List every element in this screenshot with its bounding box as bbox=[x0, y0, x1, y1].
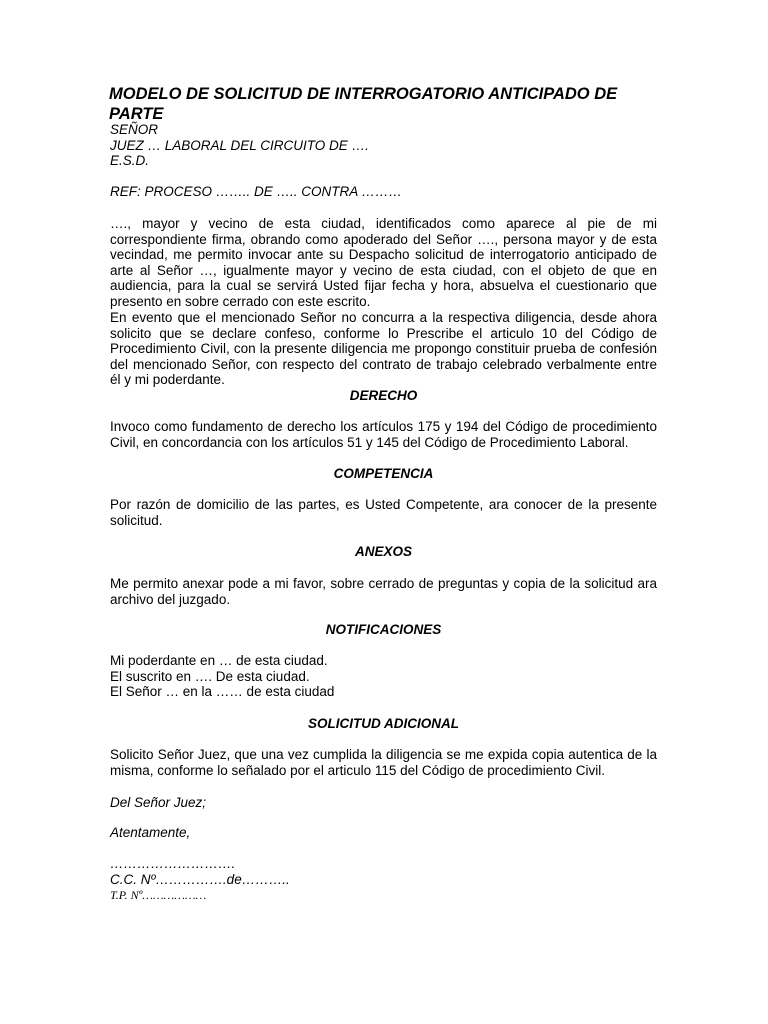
competencia-paragraph: Por razón de domicilio de las partes, es Usted Competente, ara conocer de la presente solicitud. bbox=[110, 497, 657, 528]
notificacion-item: El Señor … en la …… de esta ciudad bbox=[110, 684, 335, 700]
competencia-heading: COMPETENCIA bbox=[333, 466, 434, 481]
sign-off: Atentamente, bbox=[110, 825, 191, 840]
addressee-line: E.S.D. bbox=[110, 153, 150, 169]
cc-line: C.C. Nº…………….de……….. bbox=[110, 872, 290, 887]
notificacion-item: Mi poderdante en … de esta ciudad. bbox=[110, 653, 328, 668]
solicitud-adicional-paragraph: Solicito Señor Juez, que una vez cumplida la diligencia se me expida copia autentica de la misma, conforme lo señalado por el articulo 115 del Código de procedimiento Civil. bbox=[110, 747, 657, 778]
anexos-paragraph: Me permito anexar pode a mi favor, sobre cerrado de preguntas y copia de la solicitud ara archivo del juzgado. bbox=[110, 576, 657, 607]
addressee-block bbox=[110, 122, 657, 169]
notificacion-item: El suscrito en …. De esta ciudad. bbox=[110, 668, 310, 684]
solicitud-adicional-heading: SOLICITUD ADICIONAL bbox=[308, 716, 459, 731]
derecho-paragraph: Invoco como fundamento de derecho los artículos 175 y 194 del Código de procedimiento Civil, en concordancia con los artículos 51 y 145 del Código de Procedimiento Laboral. bbox=[110, 419, 657, 450]
notificaciones-heading: NOTIFICACIONES bbox=[325, 622, 442, 637]
evento-paragraph: En evento que el mencionado Señor no concurra a la respectiva diligencia, desde ahora solicito que se declare confeso, conforme lo Prescribe el articulo 10 del Código de Procedimiento Civil, con la presente diligencia me propongo constituir prueba de confesión del mencionado Señor, con respecto del contrato de trabajo celebrado verbalmente entre él y mi poderdante. bbox=[110, 310, 657, 388]
notificaciones-list bbox=[110, 653, 657, 700]
derecho-heading: DERECHO bbox=[349, 388, 418, 403]
document-title: MODELO DE SOLICITUD DE INTERROGATORIO ANTICIPADO DE PARTE bbox=[109, 85, 618, 123]
tp-line: T.P. Nº……………… bbox=[110, 888, 207, 902]
anexos-heading: ANEXOS bbox=[354, 544, 412, 559]
reference-line: REF: PROCESO …….. DE ….. CONTRA ……… bbox=[110, 184, 403, 199]
addressee-line: JUEZ … LABORAL DEL CIRCUITO DE …. bbox=[110, 137, 369, 153]
signature-line: ………………………. bbox=[110, 856, 236, 871]
salutation: Del Señor Juez; bbox=[110, 795, 207, 810]
intro-paragraph: …., mayor y vecino de esta ciudad, identificados como aparece al pie de mi correspondiente firma, obrando como apoderado del Señor …., persona mayor y de esta vecindad, me permito invocar ante su Despacho solicitud de interrogatorio anticipado de arte al Señor …, igualmente mayor y vecino de esta ciudad, con el objeto de que en audiencia, para la cual se servirá Usted fijar fecha y hora, absuelva el cuestionario que presento en sobre cerrado con este escrito. bbox=[110, 216, 657, 309]
addressee-line: SEÑOR bbox=[110, 122, 159, 137]
